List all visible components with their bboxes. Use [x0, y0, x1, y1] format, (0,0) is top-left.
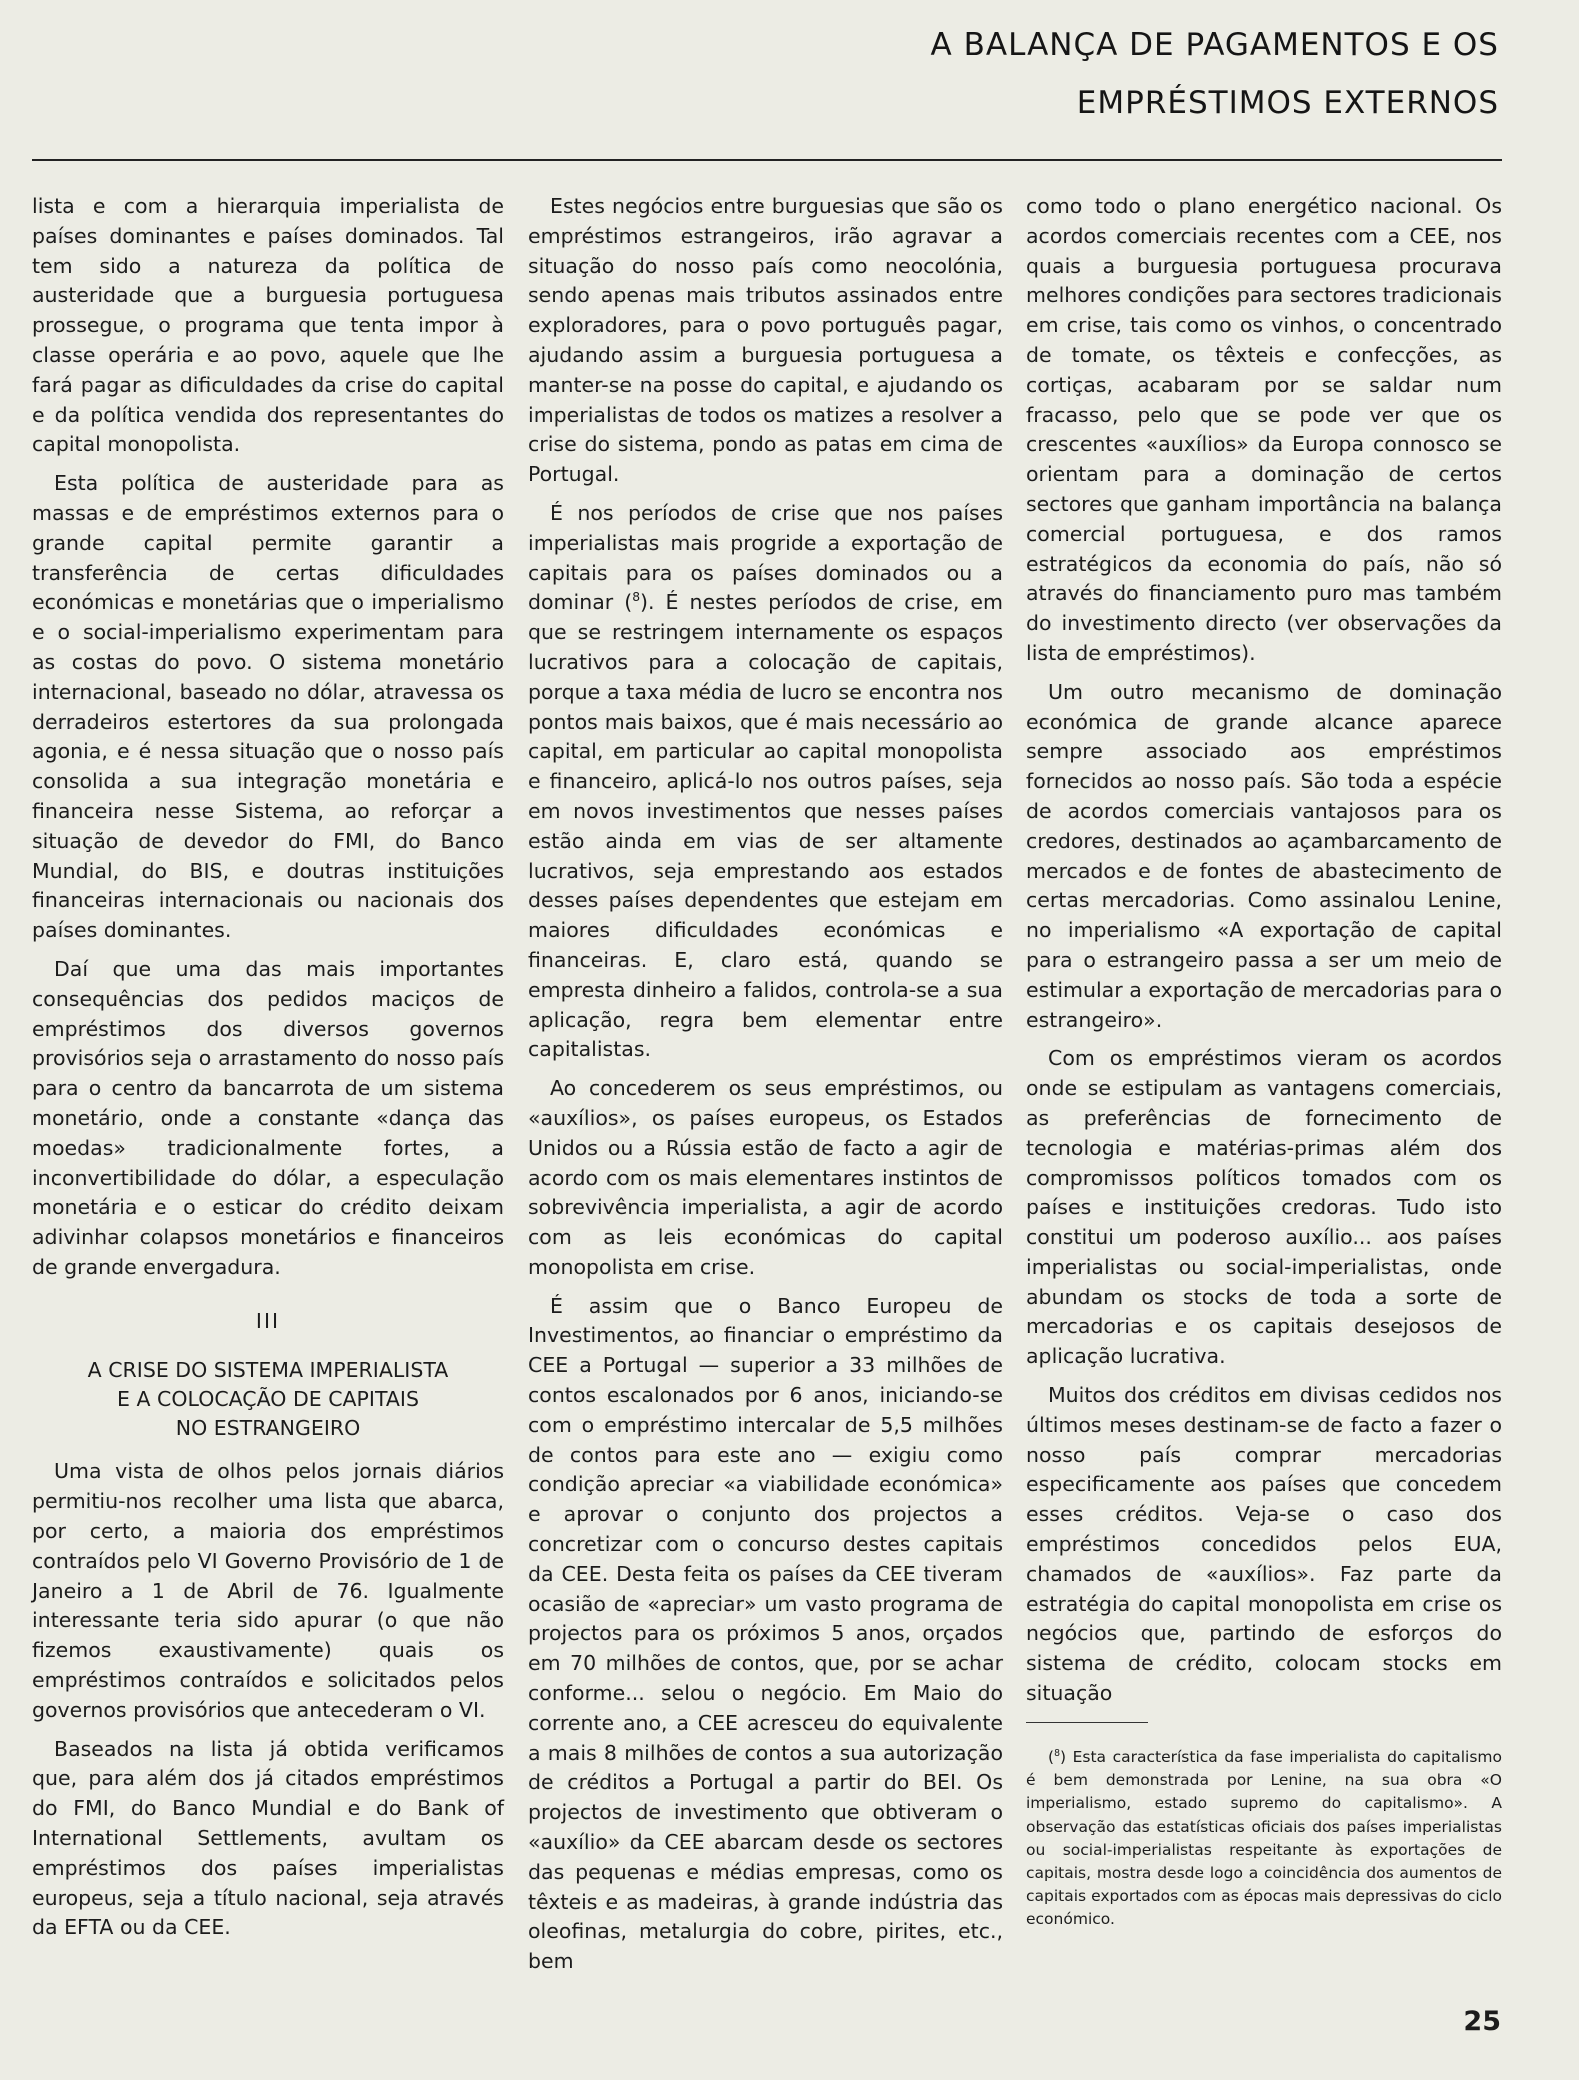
paragraph: Um outro mecanismo de dominação económica de grande alcance aparece sempre associado aos empréstimos fornecidos ao nosso país. São toda a espécie de acordos comerciais vantajosos para os credores, destinados ao açambarcamento de mercados e de fontes de abastecimento de certas mercadorias. Como assinalou Lenine, no imperialismo «A exportação de capital para o estrangeiro passa a ser um meio de estimular a exportação de mercadorias para o estrangeiro». — [1026, 679, 1502, 1032]
page-number: 25 — [1463, 2006, 1501, 2037]
column-3 — [1026, 192, 1502, 1718]
column-1 — [32, 192, 504, 1952]
paragraph: Muitos dos créditos em divisas cedidos nos últimos meses destinam-se de facto a fazer o nosso país comprar mercadorias especificamente aos países que concedem esses créditos. Veja-se o caso dos empréstimos concedidos pelos EUA, chamados de «auxílios». Faz parte da estratégia do capital monopolista em crise os negócios que, partindo de esforços do sistema de crédito, colocam stocks em situação — [1026, 1383, 1502, 1706]
paragraph: É assim que o Banco Europeu de Investimentos, ao financiar o empréstimo da CEE a Portugal — superior a 33 milhões de contos escalonados por 6 anos, iniciando-se com o empréstimo intercalar de 5,5 milhões de contos para este ano — exigiu como condição apreciar «a viabilidade económica» e aprovar o conjunto dos projectos a concretizar com o concurso destes capitais da CEE. Desta feita os países da CEE tiveram ocasião de «apreciar» um vasto programa de projectos para os próximos 5 anos, orçados em 70 milhões de contos, que, por se achar conforme... selou o negócio. Em Maio do corrente ano, a CEE acresceu do equivalente a mais 8 milhões de contos a sua autorização de créditos a Portugal a partir do BEI. Os projectos de investimento que obtiveram o «auxílio» da CEE abarcam desde os sectores das pequenas e médias empresas, como os têxteis e as madeiras, à grande indústria das oleofinas, metalurgia do cobre, pirites, etc., bem — [528, 1293, 1003, 1974]
text-run: ). É nestes períodos de crise, em que se restringem internamente os espaços lucrativos para a colocação de capitais, porque a taxa média de lucro se encontra nos pontos mais baixos, que é mais necessário ao capital, em particular ao capital monopolista e financeiro, aplicá-lo nos outros países, seja em novos investimentos que nesses países estão ainda em vias de ser altamente lucrativos, seja emprestando aos estados desses países dependentes que estejam em maiores dificuldades económicas e financeiras. E, claro está, quando se empresta dinheiro a falidos, controla-se a sua aplicação, regra bem elementar entre capitalistas. — [528, 590, 1004, 1062]
paragraph: Uma vista de olhos pelos jornais diários permitiu-nos recolher uma lista que abarca, por certo, a maioria dos empréstimos contraídos pelo VI Governo Provisório de 1 de Janeiro a 1 de Abril de 76. Igualmente interessante teria sido apurar (o que não fizemos exaustivamente) quais os empréstimos contraídos e solicitados pelos governos provisórios que antecederam o VI. — [32, 1459, 504, 1722]
footnote: ($^8$) Esta característica da fase imperialista do capitalismo é bem demonstrada por Lenine, na sua obra «O imperialismo, estado supremo do capitalismo». A observação das estatísticas oficiais dos países imperialistas ou social-imperialistas respeitante às exportações de capitais, mostra desde logo a coincidência dos aumentos de capitais exportados com as épocas mais depressivas do ciclo económico. — [1026, 1747, 1502, 1929]
footnote-reference: 8 — [632, 590, 641, 605]
paragraph: Estes negócios entre burguesias que são os empréstimos estrangeiros, irão agravar a situação do nosso país como neocolónia, sendo apenas mais tributos assinados entre exploradores, para o povo português pagar, ajudando assim a burguesia portuguesa a manter-se na posse do capital, e ajudando os imperialistas de todos os matizes a resolver a crise do sistema, pondo as patas em cima de Portugal. — [528, 194, 1003, 487]
section-title-line-3: NO ESTRANGEIRO — [175, 1416, 361, 1441]
column-2 — [528, 192, 1003, 1986]
paragraph: Esta política de austeridade para as massas e de empréstimos externos para o grande capital permite garantir a transferência de certas dificuldades económicas e monetárias que o imperialismo e o social-imperialismo experimentam para as costas do povo. O sistema monetário internacional, baseado no dólar, atravessa os derradeiros estertores da sua prolongada agonia, e é nessa situação que o nosso país consolida a sua integração monetária e financeira nesse Sistema, ao reforçar a situação de devedor do FMI, do Banco Mundial, do BIS, e doutras instituições financeiras internacionais ou nacionais dos países dominantes. — [32, 471, 504, 943]
footnote-marker: 8 — [1054, 1747, 1060, 1759]
running-header-line-1: A BALANÇA DE PAGAMENTOS E OS — [930, 27, 1499, 63]
header-rule — [32, 159, 1502, 161]
section-title-line-2: E A COLOCAÇÃO DE CAPITAIS — [117, 1387, 419, 1412]
section-title-line-1: A CRISE DO SISTEMA IMPERIALISTA — [87, 1358, 449, 1383]
paragraph: Ao concederem os seus empréstimos, ou «auxílios», os países europeus, os Estados Unidos ou a Rússia estão de facto a agir de acordo com os mais elementares instintos de sobrevivência imperialista, a agir de acordo com as leis económicas do capital monopolista em crise. — [528, 1076, 1003, 1279]
footnote-rule — [1026, 1722, 1148, 1723]
paragraph: Daí que uma das mais importantes consequências dos pedidos maciços de empréstimos dos diversos governos provisórios seja o arrastamento do nosso país para o centro da bancarrota de um sistema monetário, onde a constante «dança das moedas» tradicionalmente fortes, a inconvertibilidade do dólar, a especulação monetária e o esticar do crédito deixam adivinhar colapsos monetários e financeiros de grande envergadura. — [32, 956, 504, 1279]
paragraph: como todo o plano energético nacional. Os acordos comerciais recentes com a CEE, nos quais a burguesia portuguesa procurava melhores condições para sectores tradicionais em crise, tais como os vinhos, o concentrado de tomate, os têxteis e confecções, as cortiças, acabaram por se saldar num fracasso, pelo que se pode ver que os crescentes «auxílios» da Europa connosco se orientam para a dominação de certos sectores que ganham importância na balança comercial portuguesa, e dos ramos estratégicos da economia do país, não só através do financiamento puro mas também do investimento directo (ver observações da lista de empréstimos). — [1026, 194, 1502, 665]
footnote-text: Esta característica da fase imperialista do capitalismo é bem demonstrada por Lenine, na sua obra «O imperialismo, estado supremo do capitalismo». A observação das estatísticas oficiais dos países imperialistas ou social-imperialistas respeitante às exportações de capitais, mostra desde logo a coincidência dos aumentos de capitais exportados com as épocas mais depressivas do ciclo económico. — [1026, 1748, 1502, 1929]
paragraph: lista e com a hierarquia imperialista de países dominantes e países dominados. Tal tem sido a natureza da política de austeridade que a burguesia portuguesa prossegue, o programa que tenta impor à classe operária e ao povo, aquele que lhe fará pagar as dificuldades da crise do capital e da política vendida dos representantes do capital monopolista. — [32, 194, 504, 457]
section-number: III — [255, 1308, 281, 1333]
paragraph: Baseados na lista já obtida verificamos que, para além dos já citados empréstimos do FMI, do Banco Mundial e do Bank of International Settlements, avultam os empréstimos dos países imperialistas europeus, seja a título nacional, seja através da EFTA ou da CEE. — [32, 1736, 504, 1940]
paragraph-with-note — [528, 499, 1003, 1065]
paragraph: Com os empréstimos vieram os acordos onde se estipulam as vantagens comerciais, as preferências de fornecimento de tecnologia e matérias-primas além dos compromissos políticos tomados com os países e instituições credoras. Tudo isto constitui um poderoso auxílio... aos países imperialistas ou social-imperialistas, onde abundam os stocks de toda a sorte de mercadorias e os capitais desejosos de aplicação lucrativa. — [1026, 1046, 1502, 1369]
running-header — [931, 16, 1499, 132]
running-header-line-2: EMPRÉSTIMOS EXTERNOS — [1076, 85, 1499, 121]
section-title — [32, 1356, 504, 1443]
text-run: É nos períodos de crise que nos países imperialistas mais progride a exportação de capitais para os países dominados ou a dominar ( — [528, 500, 1003, 615]
